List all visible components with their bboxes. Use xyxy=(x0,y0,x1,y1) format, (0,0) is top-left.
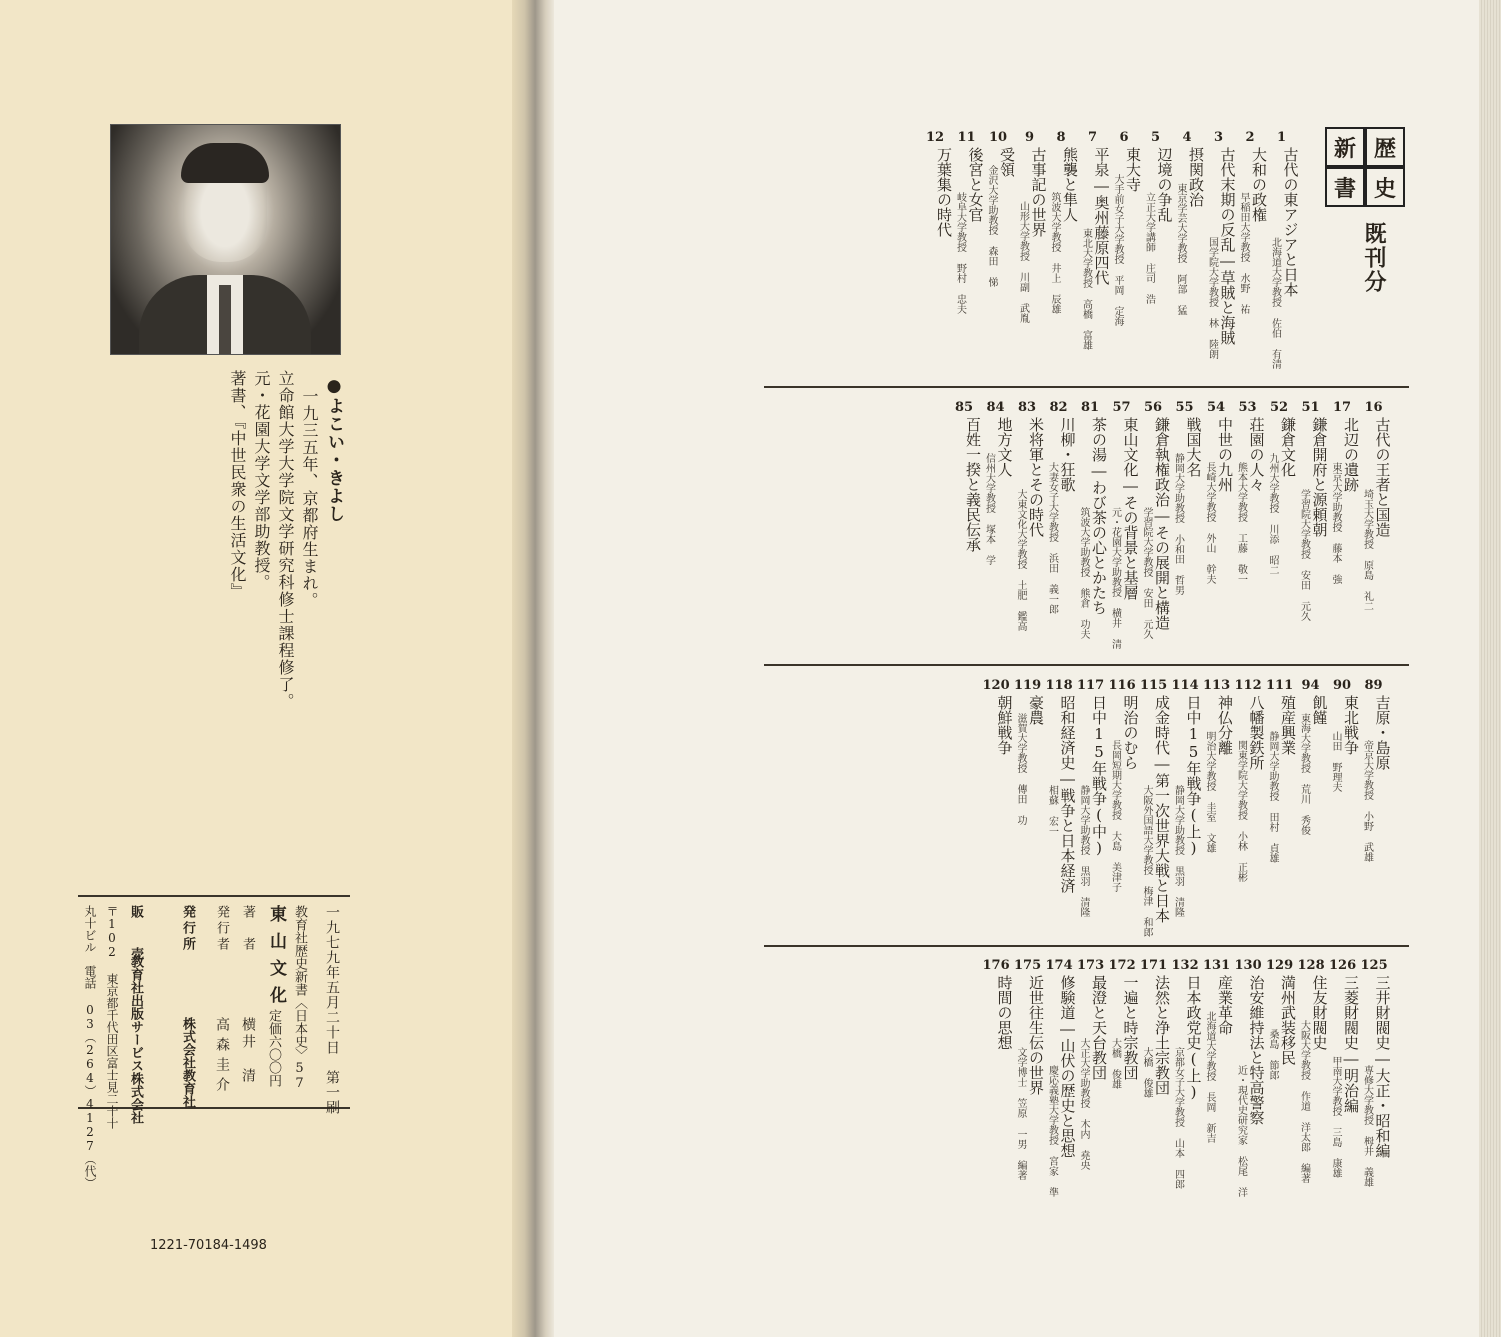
entry-number: 117 xyxy=(1077,678,1105,693)
catalog-entry xyxy=(1172,400,1202,654)
entry-title: 受領 xyxy=(998,147,1016,177)
entry-number: 174 xyxy=(1045,958,1073,973)
series-logo xyxy=(1325,127,1403,207)
entry-number: 8 xyxy=(1056,130,1066,145)
entry-number: 120 xyxy=(982,678,1010,693)
entry-number: 17 xyxy=(1332,400,1352,415)
catalog-entry xyxy=(1077,400,1107,654)
entry-number: 53 xyxy=(1238,400,1257,415)
entry-title: 八幡製鉄所 xyxy=(1247,695,1266,770)
catalog-entry xyxy=(1266,958,1296,1218)
author-bio-line-2: 立命館大学大学院文学研究科修士課程修了。 xyxy=(276,370,295,710)
entry-author: 大妻女子大学教授 浜田 義一郎 xyxy=(1046,462,1058,614)
colophon-address: 〒102 東京都千代田区富士見二十十 xyxy=(105,905,119,1129)
entry-author: 東京大学助教授 藤本 強 xyxy=(1330,462,1341,584)
entry-title: 古代の東アジアと日本 xyxy=(1281,147,1300,297)
entry-title: 荘園の人々 xyxy=(1247,417,1266,492)
entry-author: 大東文化大学教授 土肥 鑑高 xyxy=(1015,489,1026,631)
row-separator xyxy=(764,664,1409,666)
entry-number: 132 xyxy=(1171,958,1199,973)
entry-author: 信州大学教授 塚本 学 xyxy=(983,453,995,565)
entry-author: 相蘇 宏一 xyxy=(1046,785,1058,836)
entry-author: 学習院大学教授 安田 元久 xyxy=(1141,507,1152,639)
catalog-entry xyxy=(1109,958,1139,1218)
catalog-entry xyxy=(1172,958,1202,1218)
catalog-entry xyxy=(1143,130,1173,376)
entry-title: 茶の湯―わび茶の心とかたち xyxy=(1090,417,1108,615)
entry-title: 近世往生伝の世界 xyxy=(1027,975,1045,1095)
entry-author: 立正大学講師 庄司 浩 xyxy=(1143,192,1155,304)
entry-author: 大橋 俊雄 xyxy=(1141,1047,1152,1098)
entry-title: 古代末期の反乱―草賊と海賊 xyxy=(1218,147,1237,345)
entry-number: 7 xyxy=(1087,130,1098,145)
entry-number: 94 xyxy=(1301,678,1320,693)
entry-author: 東海大学教授 荒川 秀俊 xyxy=(1298,713,1310,835)
colophon-seller: 教育社出版サービス株式会社 xyxy=(128,955,143,1124)
entry-author: 大阪大学教授 作道 洋太郎 編著 xyxy=(1298,1020,1310,1183)
entry-number: 175 xyxy=(1014,958,1042,973)
entry-number: 16 xyxy=(1364,400,1383,415)
entry-author: 元・花園大学助教授 横井 清 xyxy=(1109,507,1121,649)
entry-title: 平泉―奥州藤原四代 xyxy=(1092,147,1111,285)
colophon-publisher-person: 高森圭介 xyxy=(214,1017,230,1097)
author-bio-line-4: 著書、『中世民衆の生活文化』 xyxy=(228,370,247,600)
entry-number: 172 xyxy=(1108,958,1136,973)
entry-number: 85 xyxy=(954,400,974,415)
entry-title: 鎌倉執権政治―その展開と構造 xyxy=(1153,417,1171,630)
entry-title: 朝鮮戦争 xyxy=(995,695,1014,755)
entry-author: 静岡大学助教授 黒羽 清隆 xyxy=(1172,785,1184,917)
entry-number: 176 xyxy=(982,958,1010,973)
entry-author: 大阪外国語大学教授 梅津 和郎 xyxy=(1141,785,1152,937)
colophon-price: 定価六〇〇円 xyxy=(266,1009,281,1087)
catalog-entry xyxy=(1361,678,1391,936)
colophon-seller-label: 販 売 xyxy=(128,905,143,968)
entry-title: 一遍と時宗教団 xyxy=(1121,975,1140,1080)
entry-title: 熊襲と隼人 xyxy=(1061,147,1079,222)
catalog-entry xyxy=(1077,958,1107,1218)
entry-author: 学習院大学教授 安田 元久 xyxy=(1298,489,1310,621)
entry-author: 東北大学教授 高橋 富雄 xyxy=(1080,228,1092,350)
entry-number: 111 xyxy=(1266,678,1294,693)
entry-number: 89 xyxy=(1364,678,1383,693)
entry-author: 近・現代史研究家 松尾 洋 xyxy=(1235,1065,1247,1197)
entry-number: 125 xyxy=(1360,958,1388,973)
entry-title: 後宮と女官 xyxy=(966,147,985,222)
entry-title: 飢饉 xyxy=(1310,695,1329,725)
catalog-entry xyxy=(1203,678,1233,936)
catalog-entry xyxy=(922,130,952,376)
logo-char-3: 新 xyxy=(1325,127,1365,167)
colophon xyxy=(78,895,350,1189)
row-separator xyxy=(764,945,1409,947)
entry-title: 住友財閥史 xyxy=(1310,975,1329,1050)
entry-title: 修験道―山伏の歴史と思想 xyxy=(1058,975,1077,1158)
catalog-entry xyxy=(1237,130,1267,376)
entry-number: 130 xyxy=(1234,958,1262,973)
catalog-entry xyxy=(1014,958,1044,1218)
entry-number: 84 xyxy=(986,400,1005,415)
entry-author: 金沢大学助教授 森田 悌 xyxy=(986,165,997,287)
entry-number: 55 xyxy=(1175,400,1194,415)
entry-number: 90 xyxy=(1332,678,1352,693)
colophon-author-label: 著 者 xyxy=(240,905,255,953)
entry-title: 明治のむら xyxy=(1121,695,1140,770)
entry-title: 神仏分離 xyxy=(1216,695,1234,755)
entry-author: 埼玉大学教授 原島 礼二 xyxy=(1361,489,1373,611)
catalog-entry xyxy=(1235,678,1265,936)
entry-number: 129 xyxy=(1266,958,1294,973)
entry-title: 最澄と天台教団 xyxy=(1090,975,1108,1080)
gutter xyxy=(512,0,554,1337)
catalog-entry xyxy=(1206,130,1236,376)
catalog-entry xyxy=(1235,958,1265,1218)
entry-number: 81 xyxy=(1080,400,1100,415)
colophon-author: 横井 清 xyxy=(240,1017,256,1085)
colophon-publisher-label: 発行者 xyxy=(214,905,229,953)
entry-title: 昭和経済史―戦争と日本経済 xyxy=(1058,695,1077,893)
entry-author: 京都女子大学教授 山本 四郎 xyxy=(1172,1047,1184,1189)
entry-author: 北海道大学教授 佐伯 有清 xyxy=(1269,237,1281,369)
entry-author: 早稲田大学教授 水野 祐 xyxy=(1238,192,1249,314)
entry-title: 日中15年戦争(中) xyxy=(1090,695,1108,857)
logo-char-1: 歴 xyxy=(1365,127,1405,167)
entry-number: 2 xyxy=(1245,130,1255,145)
catalog-entry xyxy=(1080,130,1110,376)
entry-number: 11 xyxy=(957,130,976,145)
catalog-entry xyxy=(951,400,981,654)
catalog-entry xyxy=(1014,400,1044,654)
entry-title: 三井財閥史―大正・昭和編 xyxy=(1373,975,1392,1158)
entry-title: 豪農 xyxy=(1027,695,1045,725)
entry-number: 131 xyxy=(1203,958,1231,973)
colophon-title: 東山文化 xyxy=(266,905,286,1013)
entry-author: 山田 野理夫 xyxy=(1330,731,1341,792)
catalog-entry xyxy=(1266,678,1296,936)
entry-number: 1 xyxy=(1276,130,1287,145)
entry-number: 54 xyxy=(1206,400,1226,415)
entry-author: 国学院大学教授 林 陸朗 xyxy=(1206,237,1218,359)
entry-title: 地方文人 xyxy=(995,417,1014,477)
author-photo xyxy=(110,124,341,355)
entry-number: 126 xyxy=(1329,958,1357,973)
entry-title: 東山文化―その背景と基層 xyxy=(1121,417,1140,600)
author-bio-line-1: 一九三五年、京都府生まれ。 xyxy=(300,388,319,609)
catalog-entry xyxy=(1109,678,1139,936)
entry-title: 大和の政権 xyxy=(1250,147,1268,222)
entry-author: 東京学芸大学教授 阿部 猛 xyxy=(1175,183,1186,315)
catalog-entry xyxy=(1235,400,1265,654)
entry-author: 九州大学教授 川添 昭二 xyxy=(1267,453,1278,575)
catalog-entry xyxy=(1048,130,1078,376)
entry-author: 熊本大学教授 工藤 敬一 xyxy=(1235,462,1247,584)
entry-title: 北辺の遺跡 xyxy=(1342,417,1360,492)
entry-title: 吉原・島原 xyxy=(1373,695,1392,770)
catalog-entry xyxy=(1014,678,1044,936)
catalog-entry xyxy=(1140,400,1170,654)
entry-number: 6 xyxy=(1119,130,1129,145)
colophon-date: 一九七九年五月二十日 第一刷 xyxy=(324,905,340,1115)
entry-author: 山形大学教授 川副 武胤 xyxy=(1017,201,1029,323)
catalog-entry xyxy=(1174,130,1204,376)
entry-author: 文学博士 笠原 一男 編著 xyxy=(1015,1047,1026,1180)
entry-number: 119 xyxy=(1014,678,1042,693)
entry-title: 東北戦争 xyxy=(1342,695,1360,755)
entry-author: 静岡大学助教授 黒羽 清隆 xyxy=(1078,785,1089,917)
entry-title: 時間の思想 xyxy=(995,975,1014,1050)
entry-title: 殖産興業 xyxy=(1279,695,1297,755)
entry-number: 83 xyxy=(1017,400,1037,415)
catalog-entry xyxy=(1077,678,1107,936)
page-edge xyxy=(1479,0,1501,1337)
entry-number: 82 xyxy=(1049,400,1068,415)
entry-author: 岐阜大学教授 野村 忠夫 xyxy=(954,192,966,314)
catalog-entry xyxy=(1269,130,1299,376)
catalog-entry xyxy=(1298,678,1328,936)
entry-author: 筑波大学助教授 熊倉 功夫 xyxy=(1078,507,1089,639)
catalog-entry xyxy=(985,130,1015,376)
entry-number: 57 xyxy=(1112,400,1131,415)
entry-author: 帝京大学教授 小野 武雄 xyxy=(1361,740,1373,862)
entry-author: 関東学院大学教授 小林 正彬 xyxy=(1235,740,1247,882)
catalog-entry xyxy=(1111,130,1141,376)
entry-title: 日本政党史(上) xyxy=(1184,975,1203,1101)
catalog-entry xyxy=(983,400,1013,654)
entry-title: 産業革命 xyxy=(1216,975,1234,1035)
entry-author: 専修大学教授 栂井 義雄 xyxy=(1361,1065,1373,1187)
entry-number: 114 xyxy=(1171,678,1199,693)
entry-number: 173 xyxy=(1077,958,1105,973)
entry-author: 長岡短期大学教授 大島 美津子 xyxy=(1109,740,1121,892)
catalog-entry xyxy=(1109,400,1139,654)
entry-number: 113 xyxy=(1203,678,1231,693)
entry-author: 大正大学助教授 木内 堯央 xyxy=(1078,1038,1089,1170)
catalog-entry xyxy=(1046,678,1076,936)
entry-title: 戦国大名 xyxy=(1184,417,1203,477)
catalog-subtitle: 既刊分 xyxy=(1361,222,1386,294)
entry-title: 日中15年戦争(上) xyxy=(1184,695,1203,857)
entry-title: 米将軍とその時代 xyxy=(1027,417,1045,537)
entry-title: 古事記の世界 xyxy=(1029,147,1048,237)
catalog-entry xyxy=(1361,958,1391,1218)
entry-author: 滋賀大学教授 傳田 功 xyxy=(1015,713,1026,825)
catalog-entry xyxy=(983,678,1013,936)
entry-title: 百姓一揆と義民伝承 xyxy=(964,417,982,552)
catalog-entry xyxy=(1203,958,1233,1218)
entry-author: 静岡大学助教授 小和田 哲男 xyxy=(1172,453,1184,595)
entry-author: 明治大学教授 圭室 文雄 xyxy=(1204,731,1215,853)
catalog-entry xyxy=(954,130,984,376)
entry-title: 古代の王者と国造 xyxy=(1373,417,1392,537)
entry-number: 171 xyxy=(1140,958,1168,973)
logo-char-2: 史 xyxy=(1365,167,1405,207)
entry-title: 川柳・狂歌 xyxy=(1058,417,1077,492)
entry-title: 万葉集の時代 xyxy=(935,147,953,237)
colophon-series: 教育社歴史新書〈日本史〉57 xyxy=(292,905,307,1091)
entry-number: 51 xyxy=(1301,400,1320,415)
entry-title: 鎌倉開府と源頼朝 xyxy=(1310,417,1329,537)
entry-title: 成金時代―第一次世界大戦と日本 xyxy=(1153,695,1171,923)
entry-number: 56 xyxy=(1143,400,1163,415)
entry-number: 5 xyxy=(1150,130,1161,145)
entry-number: 128 xyxy=(1297,958,1325,973)
catalog-entry xyxy=(1329,678,1359,936)
entry-number: 112 xyxy=(1234,678,1262,693)
entry-number: 12 xyxy=(925,130,945,145)
colophon-building: 丸十ビル 電話 03（264）4127（代） xyxy=(83,905,97,1189)
entry-author: 大橋 俊雄 xyxy=(1109,1038,1121,1089)
catalog-entry xyxy=(983,958,1013,1218)
entry-number: 3 xyxy=(1213,130,1224,145)
catalog-entry xyxy=(1017,130,1047,376)
entry-author: 北海道大学教授 長岡 新吉 xyxy=(1204,1011,1215,1143)
entry-author: 甲南大学教授 三島 康雄 xyxy=(1330,1056,1341,1178)
entry-author: 大手前女子大学教授 平岡 定海 xyxy=(1112,174,1123,326)
entry-title: 東大寺 xyxy=(1124,147,1142,192)
author-bio-line-3: 元・花園大学文学部助教授。 xyxy=(252,370,271,591)
isbn: 1221-70184-1498 xyxy=(150,1238,267,1253)
catalog-entry xyxy=(1266,400,1296,654)
entry-number: 116 xyxy=(1108,678,1136,693)
entry-number: 4 xyxy=(1182,130,1192,145)
left-page xyxy=(0,0,512,1337)
entry-number: 115 xyxy=(1140,678,1168,693)
author-name: ●よこい・きよし xyxy=(324,376,344,523)
entry-number: 52 xyxy=(1269,400,1289,415)
entry-number: 118 xyxy=(1045,678,1073,693)
catalog-entry xyxy=(1298,400,1328,654)
entry-title: 治安維持法と特高警察 xyxy=(1247,975,1266,1125)
entry-number: 9 xyxy=(1024,130,1035,145)
row-separator xyxy=(764,386,1409,388)
entry-author: 筑波大学教授 井上 辰雄 xyxy=(1049,192,1060,314)
entry-title: 三菱財閥史―明治編 xyxy=(1342,975,1360,1113)
entry-author: 慶応義塾大学教授 宮家 準 xyxy=(1046,1065,1058,1197)
catalog-entry xyxy=(1140,678,1170,936)
catalog-entry xyxy=(1298,958,1328,1218)
colophon-issuer-label: 発行所 xyxy=(180,905,195,953)
catalog-entry xyxy=(1046,958,1076,1218)
entry-title: 鎌倉文化 xyxy=(1279,417,1297,477)
entry-title: 法然と浄土宗教団 xyxy=(1153,975,1171,1095)
catalog-entry xyxy=(1329,958,1359,1218)
catalog-entry xyxy=(1046,400,1076,654)
catalog-entry xyxy=(1361,400,1391,654)
entry-number: 10 xyxy=(988,130,1008,145)
catalog-entry xyxy=(1203,400,1233,654)
logo-char-4: 書 xyxy=(1325,167,1365,207)
entry-author: 長崎大学教授 外山 幹夫 xyxy=(1204,462,1215,584)
entry-author: 桑島 節郎 xyxy=(1267,1029,1278,1080)
colophon-issuer: 株式会社教育社 xyxy=(180,1017,195,1108)
entry-title: 中世の九州 xyxy=(1216,417,1234,492)
entry-title: 辺境の争乱 xyxy=(1155,147,1174,222)
catalog-entry xyxy=(1329,400,1359,654)
entry-author: 静岡大学助教授 田村 貞雄 xyxy=(1267,731,1278,863)
catalog-entry xyxy=(1172,678,1202,936)
catalog-entry xyxy=(1140,958,1170,1218)
entry-title: 満州武装移民 xyxy=(1279,975,1297,1065)
entry-title: 摂関政治 xyxy=(1187,147,1205,207)
